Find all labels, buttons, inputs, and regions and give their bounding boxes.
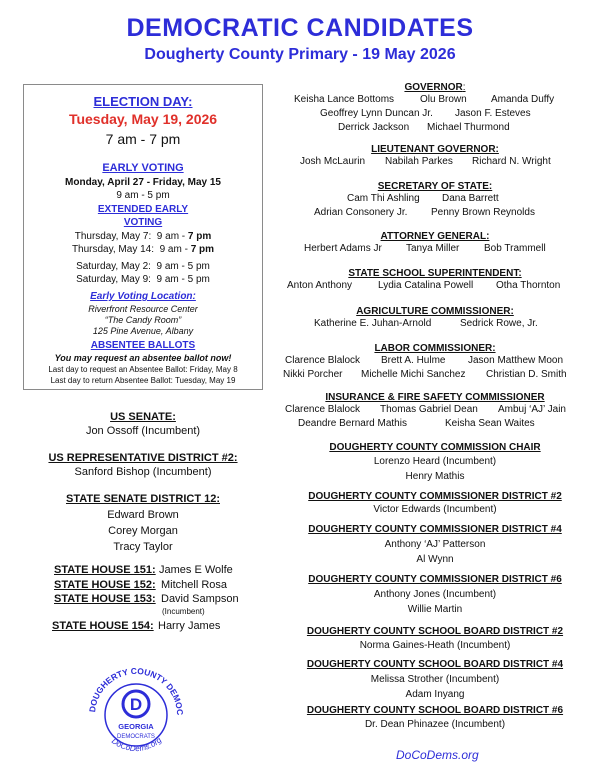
early-voting-heading: EARLY VOTING	[102, 162, 184, 174]
election-hours: 7 am - 7 pm	[105, 131, 181, 147]
footer-website[interactable]: DoCoDems.org	[396, 748, 479, 762]
race-heading: STATE HOUSE 154:	[52, 620, 154, 632]
race-heading: STATE HOUSE 151:	[54, 564, 156, 576]
candidate: Nikki Porcher	[283, 369, 343, 380]
candidate: Ambuj ‘AJ’ Jain	[498, 404, 566, 415]
candidate: Sedrick Rowe, Jr.	[460, 318, 538, 329]
race-heading: DOUGHERTY COUNTY SCHOOL BOARD DISTRICT #2	[306, 626, 564, 637]
candidate-row	[290, 243, 580, 257]
candidate: Edward Brown	[107, 509, 179, 521]
logo-state: GEORGIA	[118, 722, 154, 731]
absentee-heading: ABSENTEE BALLOTS	[90, 340, 196, 351]
race-heading: US REPRESENTATIVE DISTRICT #2:	[48, 452, 238, 464]
race-attorney-general	[290, 231, 580, 257]
committee-logo	[78, 660, 194, 766]
location-heading: Early Voting Location:	[90, 291, 196, 302]
candidate: Clarence Blalock	[285, 355, 361, 366]
race-commissioner-district-2	[290, 491, 580, 515]
early-voting-hours: 9 am - 5 pm	[116, 190, 170, 201]
race-us-senate	[23, 411, 263, 437]
race-heading: AGRICULTURE COMMISSIONER:	[356, 306, 514, 317]
candidate: Christian D. Smith	[486, 369, 567, 380]
candidate-row	[283, 369, 580, 383]
race-secretary-of-state	[290, 181, 580, 221]
extended-voting-heading-1: EXTENDED EARLY	[97, 204, 189, 215]
candidate: Josh McLaurin	[300, 156, 366, 167]
race-heading: LABOR COMMISSIONER:	[374, 343, 496, 354]
candidate: Willie Martin	[407, 604, 463, 615]
race-school-board-district-6	[290, 705, 580, 730]
extended-time: 9 am - 5 pm	[156, 261, 210, 272]
logo-d-letter: D	[129, 695, 143, 714]
race-governor	[290, 82, 580, 136]
candidate-row	[290, 193, 580, 207]
election-info-box	[23, 84, 263, 390]
candidate: Michelle Michi Sanchez	[361, 369, 466, 380]
candidate: Derrick Jackson	[338, 122, 410, 133]
candidate: Otha Thornton	[496, 280, 561, 291]
extended-time: 9 am -	[159, 244, 191, 255]
candidate-row	[285, 355, 580, 369]
candidate: Brett A. Hulme	[381, 355, 446, 366]
candidate: Jason Matthew Moon	[468, 355, 564, 366]
candidate: Katherine E. Juhan-Arnold	[314, 318, 432, 329]
candidate: Keisha Lance Bottoms	[294, 94, 395, 105]
race-state-house-154	[52, 620, 272, 635]
race-commissioner-district-4	[290, 524, 580, 567]
candidate: Dr. Dean Phinazee (Incumbent)	[364, 719, 506, 730]
candidate: Deandre Bernard Mathis	[298, 418, 407, 429]
candidate: Dana Barrett	[442, 193, 499, 204]
candidate-row	[290, 207, 580, 221]
candidate: Tracy Taylor	[113, 541, 173, 553]
candidate: Melissa Strother (Incumbent)	[370, 674, 500, 685]
race-lt-governor	[290, 144, 580, 170]
extended-row	[24, 244, 262, 255]
race-commission-chair	[290, 442, 580, 484]
candidate: Michael Thurmond	[427, 122, 510, 133]
race-commissioner-district-6	[290, 574, 580, 617]
candidate: James E Wolfe	[159, 564, 233, 576]
extended-time: 9 am - 5 pm	[156, 274, 210, 285]
candidate: Clarence Blalock	[285, 404, 361, 415]
extended-end: 7 pm	[190, 244, 215, 255]
incumbent-note: (Incumbent)	[162, 607, 205, 616]
candidate: Harry James	[158, 620, 221, 632]
candidate: Henry Mathis	[405, 471, 465, 482]
race-insurance-commissioner	[285, 392, 580, 432]
logo-party: DEMOCRATS	[117, 734, 155, 740]
page-subtitle: Dougherty County Primary - 19 May 2026	[144, 46, 456, 63]
page-title: DEMOCRATIC CANDIDATES	[126, 14, 474, 42]
location-address: 125 Pine Avenue, Albany	[92, 326, 194, 336]
candidate: Geoffrey Lynn Duncan Jr.	[320, 108, 433, 119]
race-school-board-district-4	[290, 659, 580, 702]
candidate: Anthony ‘AJ’ Patterson	[384, 539, 486, 550]
candidate: Corey Morgan	[108, 525, 178, 537]
election-date: Tuesday, May 19, 2026	[68, 111, 218, 127]
race-state-house-151	[54, 564, 274, 579]
candidate: Anthony Jones (Incumbent)	[373, 589, 497, 600]
race-school-superintendent	[287, 268, 580, 294]
candidate: Norma Gaines-Heath (Incumbent)	[359, 640, 511, 651]
candidate: Adam Inyang	[405, 689, 465, 700]
race-heading: US SENATE:	[110, 411, 176, 423]
race-heading: SECRETARY OF STATE:	[377, 181, 493, 192]
candidate: Mitchell Rosa	[161, 579, 228, 591]
candidate: Tanya Miller	[406, 243, 460, 254]
candidate-row	[290, 94, 580, 108]
candidate: Richard N. Wright	[472, 156, 551, 167]
candidate-row	[290, 156, 580, 170]
race-heading: STATE SENATE DISTRICT 12:	[65, 493, 220, 505]
race-heading: DOUGHERTY COUNTY COMMISSIONER DISTRICT #6	[308, 574, 562, 585]
candidate: Penny Brown Reynolds	[431, 207, 535, 218]
extended-row	[24, 231, 262, 242]
election-day-heading: ELECTION DAY:	[93, 94, 193, 109]
extended-end: 7 pm	[187, 231, 212, 242]
candidate: David Sampson	[161, 593, 239, 605]
logo-graphic	[78, 660, 194, 766]
candidate-row	[290, 418, 580, 432]
candidate: Sanford Bishop (Incumbent)	[74, 466, 212, 478]
candidate: Keisha Sean Waites	[445, 418, 535, 429]
candidate-row	[287, 280, 580, 294]
race-heading: DOUGHERTY COUNTY SCHOOL BOARD DISTRICT #6	[306, 705, 564, 716]
candidate: Cam Thi Ashling	[347, 193, 420, 204]
race-heading: INSURANCE & FIRE SAFETY COMMISSIONER	[325, 392, 545, 403]
logo-ring-text: DOUGHERTY COUNTY DEMOC	[87, 665, 186, 716]
race-heading: DOUGHERTY COUNTY COMMISSION CHAIR	[329, 442, 541, 453]
race-agriculture-commissioner	[290, 306, 580, 332]
extended-day: Thursday, May 14:	[71, 244, 155, 255]
heading-colon: :	[462, 82, 466, 93]
candidate: Al Wynn	[416, 554, 454, 565]
race-heading: DOUGHERTY COUNTY COMMISSIONER DISTRICT #4	[308, 524, 562, 535]
extended-time: 9 am -	[156, 231, 188, 242]
candidate: Nabilah Parkes	[385, 156, 453, 167]
candidate: Amanda Duffy	[491, 94, 555, 105]
race-heading: DOUGHERTY COUNTY COMMISSIONER DISTRICT #2	[308, 491, 562, 502]
extended-day: Thursday, May 7:	[74, 231, 152, 242]
candidate: Lydia Catalina Powell	[378, 280, 474, 291]
candidate: Adrian Consonery Jr.	[314, 207, 408, 218]
race-heading	[290, 82, 580, 93]
candidate-row	[285, 404, 580, 418]
race-heading: ATTORNEY GENERAL:	[380, 231, 490, 242]
candidate: Herbert Adams Jr	[304, 243, 382, 254]
candidate: Thomas Gabriel Dean	[380, 404, 478, 415]
candidate: Jason F. Esteves	[455, 108, 531, 119]
extended-day: Saturday, May 9:	[76, 274, 151, 285]
race-us-representative-2	[23, 452, 263, 478]
race-state-house-152	[54, 579, 274, 594]
race-heading-text: GOVERNOR	[404, 82, 463, 93]
candidate: Jon Ossoff (Incumbent)	[85, 425, 201, 437]
race-state-senate-12	[23, 493, 263, 555]
extended-voting-heading-2: VOTING	[123, 217, 163, 228]
candidate: Olu Brown	[420, 94, 467, 105]
candidate: Lorenzo Heard (Incumbent)	[373, 456, 497, 467]
location-name: Riverfront Resource Center	[88, 304, 198, 314]
race-heading: STATE HOUSE 153:	[54, 593, 156, 605]
race-heading: STATE SCHOOL SUPERINTENDENT:	[348, 268, 522, 279]
race-school-board-district-2	[290, 626, 580, 651]
absentee-return-deadline: Last day to return Absentee Ballot: Tuesday, May 19	[50, 376, 236, 385]
candidate: Bob Trammell	[484, 243, 546, 254]
candidate-row	[290, 122, 580, 136]
race-state-house-153	[54, 593, 274, 621]
race-heading: LIEUTENANT GOVERNOR:	[371, 144, 499, 155]
extended-day: Saturday, May 2:	[76, 261, 151, 272]
logo-url-text: DoCoDems.org	[110, 735, 164, 754]
race-heading: STATE HOUSE 152:	[54, 579, 156, 591]
extended-row	[24, 274, 262, 285]
extended-row	[24, 261, 262, 272]
early-voting-dates: Monday, April 27 - Friday, May 15	[65, 177, 221, 188]
absentee-note: You may request an absentee ballot now!	[54, 353, 232, 363]
candidate: Anton Anthony	[287, 280, 353, 291]
candidate-row	[290, 318, 580, 332]
race-heading: DOUGHERTY COUNTY SCHOOL BOARD DISTRICT #4	[306, 659, 564, 670]
location-nickname: “The Candy Room”	[104, 315, 182, 325]
race-labor-commissioner	[283, 343, 580, 383]
candidate: Victor Edwards (Incumbent)	[373, 504, 497, 515]
candidate-row	[290, 108, 580, 122]
absentee-request-deadline: Last day to request an Absentee Ballot: Friday, May 8	[48, 365, 238, 374]
